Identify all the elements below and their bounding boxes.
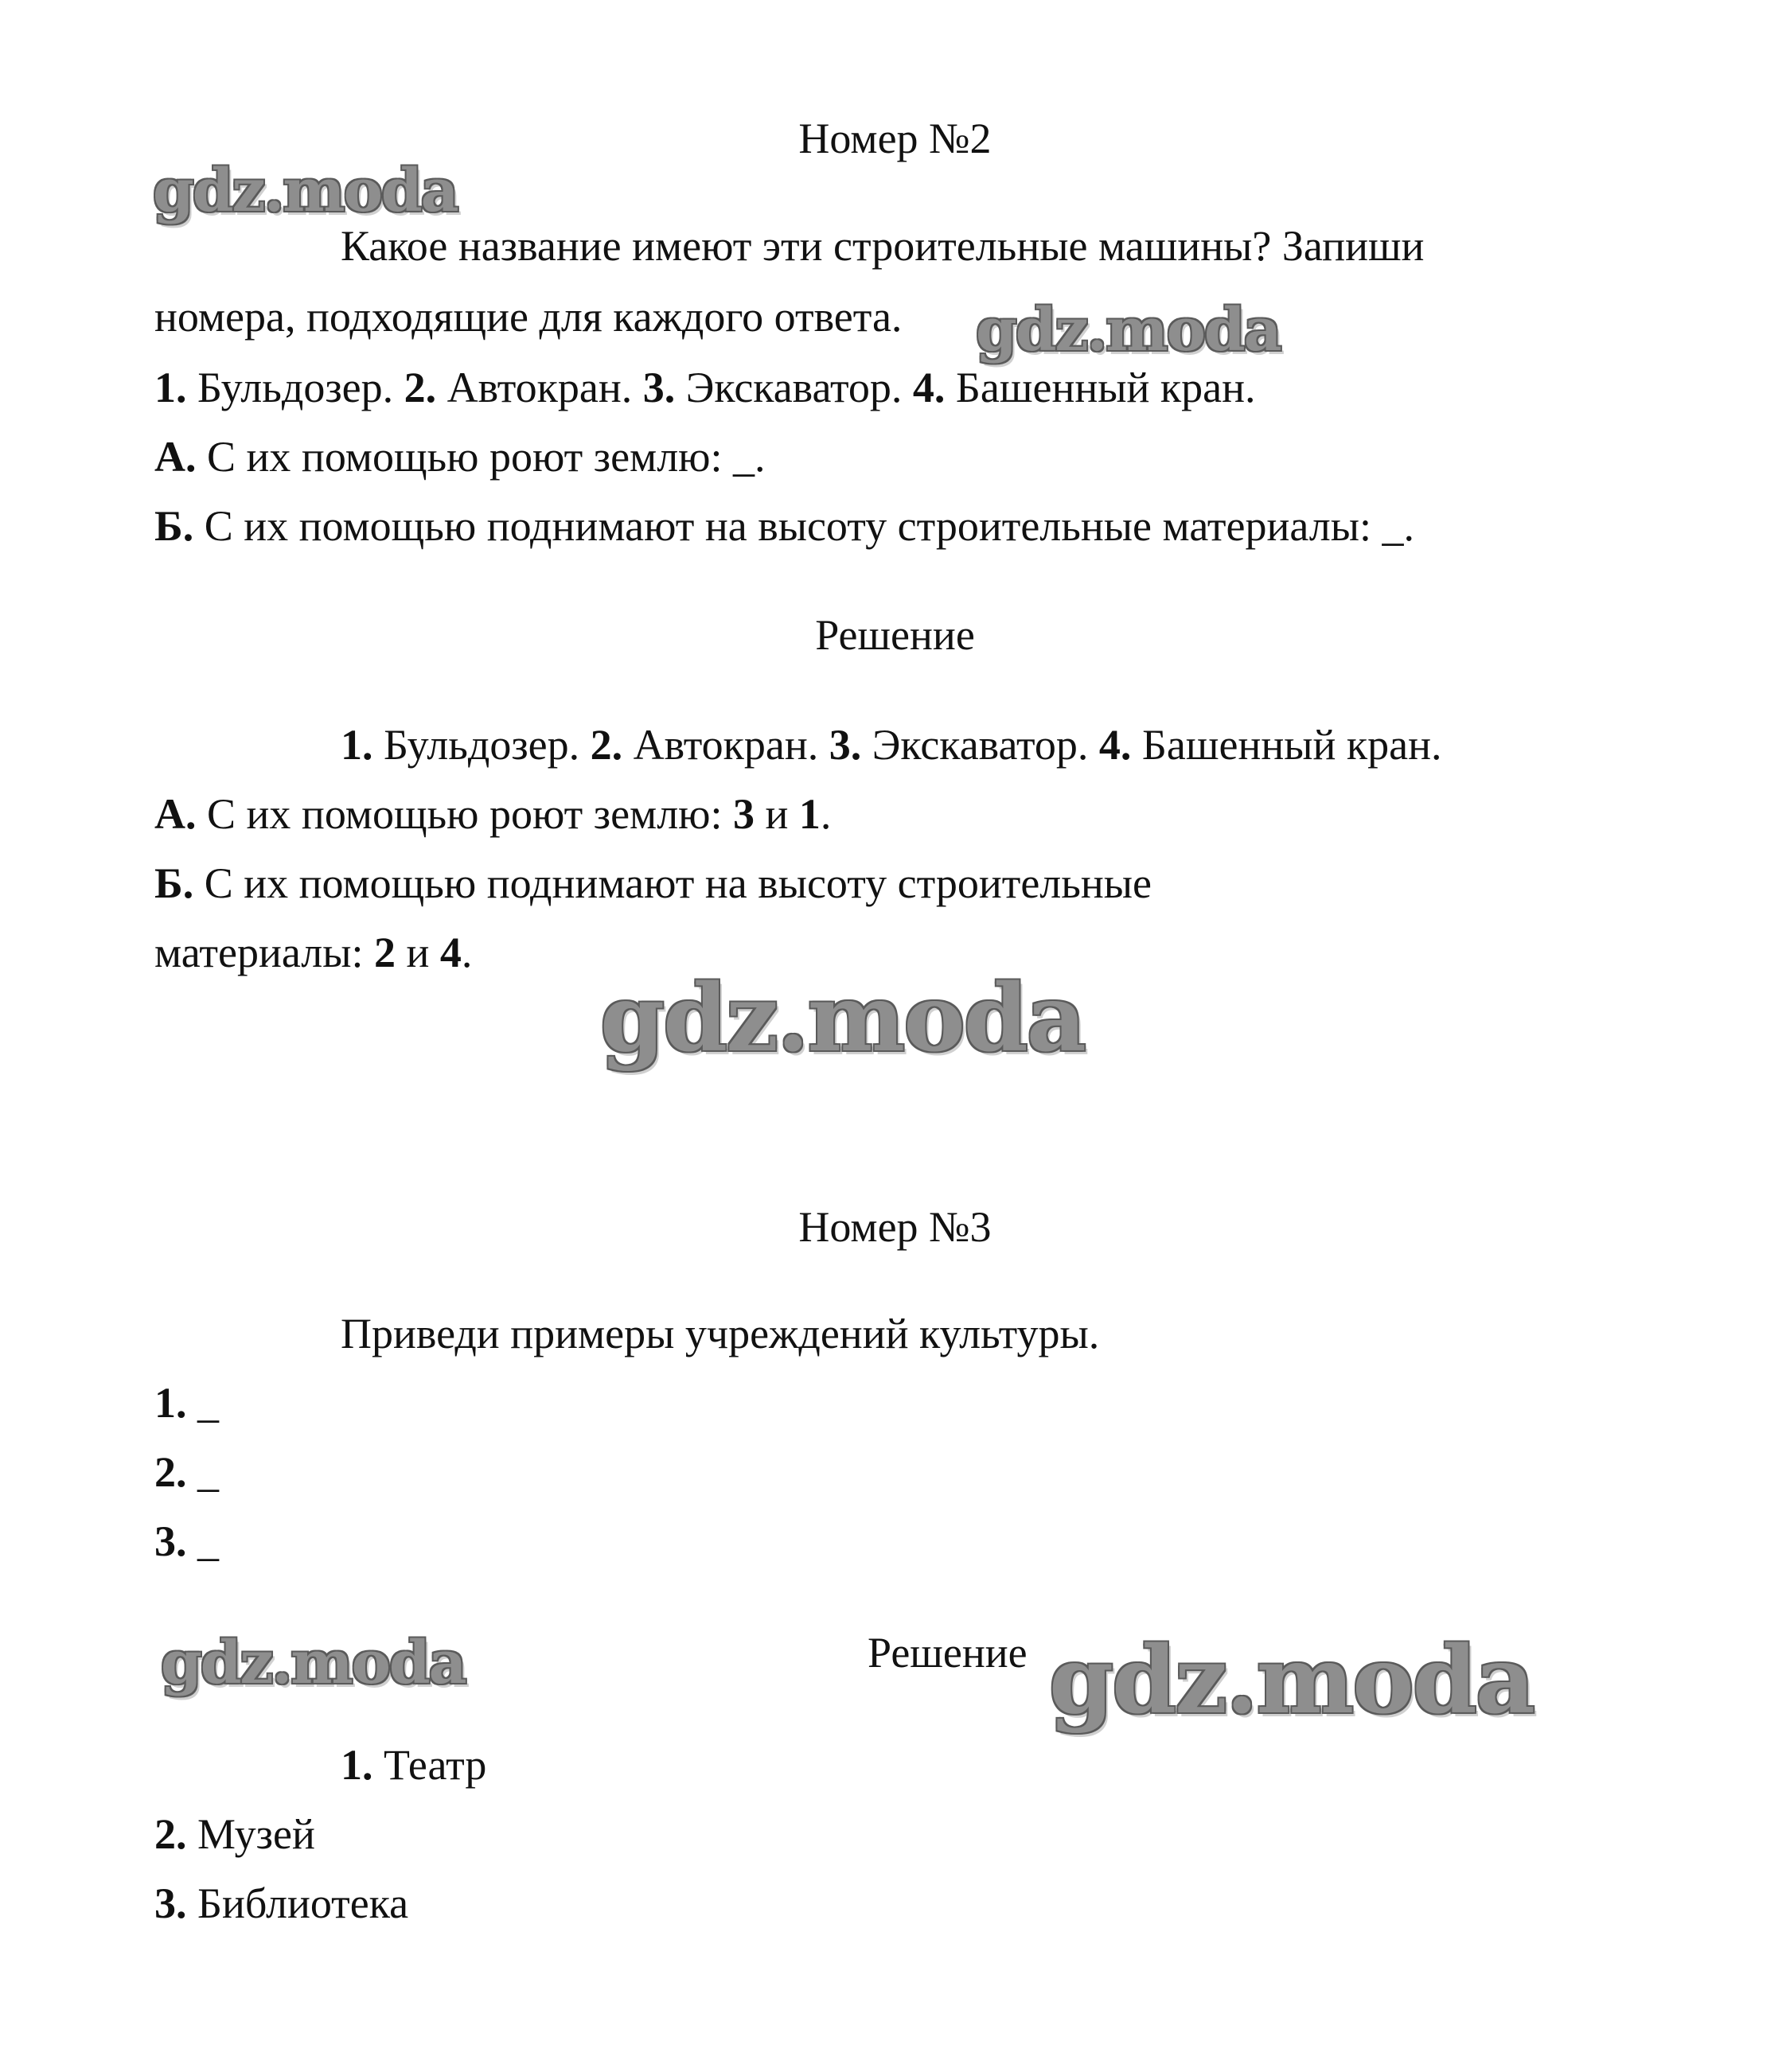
watermark-logo: gdz.moda	[1049, 1626, 1534, 1735]
item-number: 1.	[154, 1379, 187, 1427]
watermark-logo: gdz.moda	[976, 296, 1281, 364]
option-number: 4.	[1098, 721, 1132, 769]
conjunction: и	[396, 929, 440, 976]
answer-number: 1	[798, 790, 821, 838]
task2-question-b	[154, 500, 1414, 551]
blank-line: _	[186, 1448, 219, 1496]
answer-text: Библиотека	[186, 1879, 409, 1927]
task2-solution-b-line2	[154, 927, 472, 978]
task3-blank-2	[154, 1447, 219, 1498]
option-text: Автокран.	[622, 721, 829, 769]
option-text: Автокран.	[436, 364, 643, 411]
item-number: 1.	[341, 1741, 373, 1789]
task3-answer-1	[341, 1739, 486, 1790]
task3-answer-3	[154, 1878, 408, 1929]
option-number: 3.	[829, 721, 862, 769]
task3-answer-2	[154, 1809, 315, 1860]
task3-question: Приведи примеры учреждений культуры.	[341, 1310, 1100, 1357]
option-number: 4.	[912, 364, 946, 411]
item-text: С их помощью поднимают на высоту строительные материалы: _.	[193, 502, 1415, 550]
watermark-logo: gdz.moda	[161, 1629, 466, 1697]
item-text: С их помощью поднимают на высоту строительные	[193, 859, 1152, 907]
blank-line: _	[186, 1379, 219, 1427]
blank-line: _	[186, 1517, 219, 1565]
conjunction: и	[755, 790, 799, 838]
task3-blank-1	[154, 1377, 219, 1428]
option-number: 2.	[404, 364, 437, 411]
task3-heading: Номер №3	[798, 1203, 992, 1251]
item-text: С их помощью роют землю:	[196, 790, 733, 838]
item-number: 2.	[154, 1810, 187, 1858]
watermark-logo: gdz.moda	[600, 964, 1085, 1073]
task2-solution-a	[154, 789, 831, 839]
option-text: Экскаватор.	[861, 721, 1099, 769]
task3-blank-3	[154, 1516, 219, 1567]
task2-options	[154, 362, 1256, 413]
option-number: 1.	[341, 721, 373, 769]
option-number: 2.	[590, 721, 623, 769]
task2-solution-options	[341, 719, 1442, 770]
task2-heading: Номер №2	[798, 115, 992, 162]
item-label: Б.	[154, 859, 194, 907]
item-number: 3.	[154, 1517, 187, 1565]
task2-question-a	[154, 431, 766, 482]
option-text: Экскаватор.	[675, 364, 913, 411]
task2-question-line1: Какое название имеют эти строительные машины? Запиши	[341, 222, 1425, 270]
option-number: 3.	[642, 364, 676, 411]
period: .	[461, 929, 473, 976]
watermark-logo: gdz.moda	[153, 157, 458, 225]
item-label: А.	[154, 790, 197, 838]
item-label: А.	[154, 433, 197, 481]
option-text: Башенный кран.	[1131, 721, 1442, 769]
period: .	[820, 790, 832, 838]
task3-solution-heading: Решение	[868, 1629, 1028, 1677]
answer-text: Театр	[372, 1741, 487, 1789]
item-number: 2.	[154, 1448, 187, 1496]
option-text: Бульдозер.	[186, 364, 404, 411]
item-label: Б.	[154, 502, 194, 550]
answer-number: 4	[439, 929, 462, 976]
task2-solution-b-line1	[154, 858, 1152, 909]
item-number: 3.	[154, 1879, 187, 1927]
item-text: материалы:	[154, 929, 375, 976]
option-text: Башенный кран.	[945, 364, 1256, 411]
answer-text: Музей	[186, 1810, 315, 1858]
option-text: Бульдозер.	[372, 721, 591, 769]
answer-number: 3	[733, 790, 755, 838]
task2-question-line2: номера, подходящие для каждого ответа.	[154, 293, 903, 341]
task2-solution-heading: Решение	[815, 611, 975, 659]
option-number: 1.	[154, 364, 187, 411]
answer-number: 2	[374, 929, 396, 976]
item-text: С их помощью роют землю: _.	[196, 433, 766, 481]
